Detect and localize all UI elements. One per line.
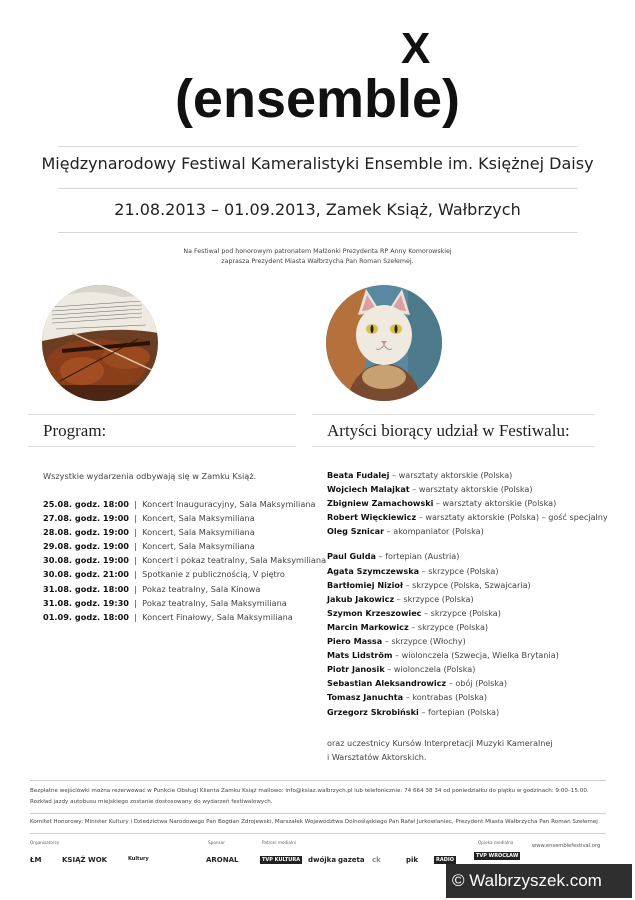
logo-radio: RADIO <box>436 857 454 863</box>
festival-dates: 21.08.2013 – 01.09.2013, Zamek Książ, Wałbrzych <box>114 200 521 219</box>
bus-info: Rozkład jazdy autobusu miejskiego zostanie dostosowany do wydarzeń festiwalowych. <box>30 799 273 805</box>
artist-row <box>327 662 617 676</box>
divider <box>58 232 578 233</box>
program-desc: Koncert, Sala Maksymiliana <box>142 513 255 524</box>
artist-row <box>327 510 617 524</box>
logo-tvp-wroclaw: TVP WROCŁAW <box>476 853 519 859</box>
artists-outro <box>327 736 553 764</box>
artist-row <box>327 705 617 719</box>
logo-wok: WOK <box>88 856 108 864</box>
artist-role: – skrzypce (Polska) <box>421 607 501 618</box>
artist-name: Paul Gulda <box>327 551 376 562</box>
program-list <box>43 497 327 624</box>
artist-role: – skrzypce (Polska, Szwajcaria) <box>402 579 531 590</box>
festival-subtitle: Międzynarodowy Festiwal Kameralistyki Ensemble im. Księżnej Daisy <box>41 154 594 173</box>
program-desc: Koncert, Sala Maksymiliana <box>142 527 255 538</box>
program-intro: Wszystkie wydarzenia odbywają się w Zamku Książ. <box>43 471 257 481</box>
logo-aronal: ARONAL <box>206 856 239 864</box>
artist-name: Szymon Krzeszowiec <box>327 607 422 618</box>
program-desc: Koncert Inauguracyjny, Sala Maksymiliana <box>142 499 316 509</box>
cat-portrait-image <box>326 285 442 401</box>
program-row: 28.08. godz. 19:00 | Koncert, Sala Maksymiliana <box>43 527 255 538</box>
artist-role: – skrzypce (Włochy) <box>382 636 466 647</box>
artist-role: – kontrabas (Polska) <box>403 692 487 703</box>
artist-name: Beata Fudalej <box>327 470 390 480</box>
logo-ck: ck <box>372 856 381 864</box>
logo-tvp-kultura: TVP KULTURA <box>262 857 301 863</box>
program-desc: Pokaz teatralny, Sala Kinowa <box>142 583 261 594</box>
program-date: 28.08. godz. 19:00 <box>43 527 129 538</box>
artist-row <box>327 524 617 538</box>
category-sponsor: Sponsor <box>208 840 225 845</box>
artist-name: Piotr Janosik <box>327 664 385 675</box>
artist-name: Robert Więckiewicz <box>327 512 417 523</box>
artist-role: – skrzypce (Polska) <box>419 565 499 576</box>
artist-row <box>327 482 617 496</box>
outro-line-2: i Warsztatów Aktorskich. <box>327 752 427 762</box>
logo-pik: pik <box>406 856 419 864</box>
program-row: 01.09. godz. 18:00 | Koncert Finałowy, Sala Maksymiliana <box>43 611 293 622</box>
artist-role: – skrzypce (Polska) <box>408 621 489 632</box>
category-organizers: Organizatorzy <box>30 840 60 845</box>
outro-line-1: oraz uczestnicy Kursów Interpretacji Muzyki Kameralnej <box>327 738 553 748</box>
artist-role: – warsztaty aktorskie (Polska) <box>433 498 557 509</box>
program-date: 27.08. godz. 19:00 <box>43 513 129 524</box>
festival-edition-x: X <box>401 24 431 73</box>
program-row: 30.08. godz. 21:00 | Spotkanie z publicznością, V piętro <box>43 569 285 580</box>
artist-row <box>327 496 617 510</box>
program-row: 30.08. godz. 19:00 | Koncert i pokaz teatralny, Sala Maksymiliana <box>43 555 327 566</box>
artist-role: – fortepian (Austria) <box>375 551 460 562</box>
honorary-committee: Komitet Honorowy: Minister Kultury i Dziedzictwa Narodowego Pan Bogdan Zdrojewski, Marszałek Województwa Dolnośląskiego Pan Rafał Jurkowlaniec, Prezydent Miasta Wałbrzycha Pan Roman Szełemej <box>30 819 598 825</box>
patronage-line-2: zaprasza Prezydent Miasta Wałbrzycha Pan Roman Szełemej. <box>221 258 414 265</box>
artists-list <box>327 468 617 719</box>
logo-dwojka: dwójka <box>308 856 337 864</box>
program-row: 31.08. godz. 18:00 | Pokaz teatralny, Sala Kinowa <box>43 583 261 594</box>
program-row: 27.08. godz. 19:00 | Koncert, Sala Maksymiliana <box>43 513 255 524</box>
program-date: 31.08. godz. 18:00 <box>43 583 129 594</box>
artist-role: – fortepian (Polska) <box>418 706 500 717</box>
artist-name: Piero Massa <box>327 636 383 647</box>
artist-row <box>327 606 617 620</box>
website-link[interactable]: www.ensemblefestival.org <box>532 843 601 849</box>
patronage-note <box>0 247 635 267</box>
program-date: 30.08. godz. 19:00 <box>43 555 129 566</box>
artist-name: Marcin Markowicz <box>327 621 409 632</box>
violin-sheet-music-image <box>42 285 158 401</box>
program-date: 30.08. godz. 21:00 <box>43 569 129 580</box>
divider <box>30 780 606 781</box>
program-desc: Koncert Finałowy, Sala Maksymiliana <box>142 611 293 622</box>
artist-name: Jakub Jakowicz <box>327 593 395 604</box>
divider <box>58 146 578 147</box>
artist-row <box>327 634 617 648</box>
program-heading: Program: <box>43 421 107 440</box>
artist-name: Tomasz Januchta <box>327 692 404 703</box>
artist-name: Oleg Sznicar <box>327 526 385 537</box>
divider <box>58 188 578 189</box>
divider <box>28 414 296 415</box>
program-date: 29.08. godz. 19:00 <box>43 541 129 552</box>
program-desc: Koncert, Sala Maksymiliana <box>142 541 255 552</box>
divider <box>30 813 606 814</box>
divider <box>28 446 296 447</box>
artist-row <box>327 578 617 592</box>
artist-name: Mats Lidström <box>327 650 393 661</box>
artist-row <box>327 592 617 606</box>
artist-row <box>327 676 617 690</box>
divider <box>312 414 594 415</box>
divider <box>312 446 594 447</box>
artist-role: – akompaniator (Polska) <box>384 526 484 537</box>
category-media-care: Opieka medialna <box>478 840 514 845</box>
artist-row <box>327 648 617 662</box>
ensemble-logo: (ensemble) <box>174 69 461 129</box>
artist-name: Bartłomiej Nizioł <box>327 579 403 590</box>
artist-role: – obój (Polska) <box>446 678 508 689</box>
logo-ksiaz: KSIĄŻ <box>62 856 86 864</box>
artist-row <box>327 690 617 704</box>
artist-name: Wojciech Malajkat <box>327 484 410 495</box>
category-media: Patroni medialni <box>262 840 296 845</box>
logo-ministry-culture: Kultury <box>128 856 149 862</box>
artist-row <box>327 564 617 578</box>
artist-row <box>327 468 617 482</box>
artist-role: – skrzypce (Polska) <box>394 593 474 604</box>
program-desc: Koncert i pokaz teatralny, Sala Maksymiliana <box>142 555 327 566</box>
artist-name: Sebastian Aleksandrowicz <box>327 678 447 689</box>
artist-role: – wiolonczela (Polska) <box>384 664 476 675</box>
program-desc: Spotkanie z publicznością, V piętro <box>142 569 285 580</box>
artist-role: – wiolonczela (Szwecja, Wielka Brytania) <box>392 650 559 661</box>
program-row: 29.08. godz. 19:00 | Koncert, Sala Maksymiliana <box>43 541 255 552</box>
tickets-info: Bezpłatne wejściówki można rezerwować w Punkcie Obsługi Klienta Zamku Książ mailowo: info@ksiaz.walbrzych.pl lub telefonicznie: 74 664 38 34 od poniedziałku do piątku w godzinach: 9:00–15:00. <box>30 788 589 794</box>
logo-walbrzych: ŁM <box>30 856 42 864</box>
artist-role: – warsztaty aktorskie (Polska) – gość specjalny <box>416 512 608 523</box>
artist-name: Agata Szymczewska <box>327 565 420 576</box>
watermark: © Walbrzyszek.com <box>446 864 632 898</box>
program-desc: Pokaz teatralny, Sala Maksymiliana <box>142 597 287 608</box>
program-date: 25.08. godz. 18:00 <box>43 499 129 509</box>
logo-gazeta: gazeta <box>338 856 365 864</box>
program-row: 25.08. godz. 18:00 | Koncert Inauguracyjny, Sala Maksymiliana <box>43 499 316 509</box>
patronage-line-1: Na Festiwal pod honorowym patronatem Małżonki Prezydenta RP Anny Komorowskiej <box>183 248 452 255</box>
artist-row <box>327 549 617 563</box>
artist-row <box>327 620 617 634</box>
artist-name: Zbigniew Zamachowski <box>327 498 434 509</box>
spacer <box>327 538 617 549</box>
divider <box>30 833 606 834</box>
program-date: 01.09. godz. 18:00 <box>43 611 129 622</box>
artist-role: – warsztaty aktorskie (Polska) <box>389 470 513 480</box>
artist-role: – warsztaty aktorskie (Polska) <box>409 484 533 495</box>
program-row: 31.08. godz. 19:30 | Pokaz teatralny, Sala Maksymiliana <box>43 597 287 608</box>
artists-heading: Artyści biorący udział w Festiwalu: <box>327 421 570 440</box>
artist-name: Grzegorz Skrobiński <box>327 706 419 717</box>
program-date: 31.08. godz. 19:30 <box>43 597 129 608</box>
